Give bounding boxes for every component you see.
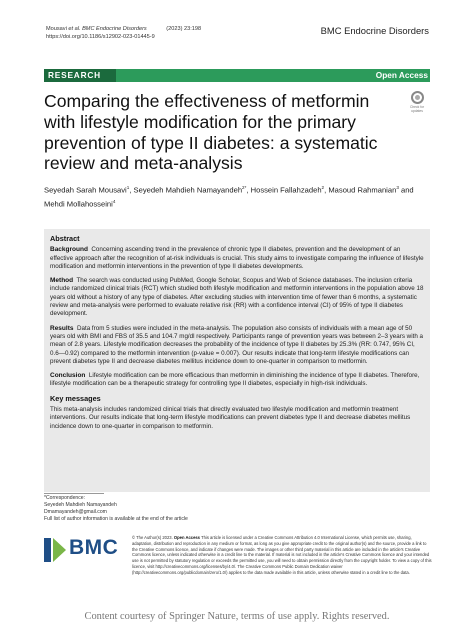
license-lead: © The Author(s) 2023. bbox=[132, 535, 173, 540]
author-name[interactable]: Seyedah Sarah Mousavi bbox=[44, 185, 127, 195]
section-text: Data from 5 studies were included in the meta-analysis. The population also consists of individuals with a mean age of 50 years old with BMI and FBS of 35.5 and 104.7 mg/dl respectively. Participants range of prevention years was between 2–3 years with a mean of 2.8 years. Lifestyle modification decreases the probability of the incidence of type II diabetes by 25.3% (RR: 0.747, 95% CI, 0.6—0.92) compared to the metformin intervention (p-value = 0.007). Our results indicate that long-term lifestyle modifications can prevent diabetes type II and decrease diabetes mellitus incidence down to one-quarter in comparison to metformin. bbox=[50, 324, 424, 365]
bmc-logo-arrow bbox=[53, 538, 66, 562]
section-text: The search was conducted using PubMed, Google Scholar, Scopus and Web of Science databases. The inclusion criteria include randomized clinical trials (RCT) which studied both lifestyle modification and metformin interventions in the population above 18 years old without a history of any type of diabetes. After excluding studies with intervention time of fewer than 6 months, a systematic review and meta-analysis were performed to evaluate relative risk (RR) with a confidence interval (CI) of 95% of type II diabetes development. bbox=[50, 277, 424, 318]
check-for-updates-badge[interactable] bbox=[405, 91, 429, 113]
doi-link[interactable]: https://doi.org/10.1186/s12902-023-01445-9 bbox=[46, 33, 155, 40]
license-body: This article is licensed under a Creative Commons Attribution 4.0 International License, which permits use, sharing, adaptation, distribution and reproduction in any medium or format, as long as you give appropriate credit to the original author(s) and the source, provide a link to the Creative Commons licence, and indicate if changes were made. The images or other third party material in this article are included in the article's Creative Commons licence, unless indicated otherwise in a credit line to the material. If material is not included in the article's Creative Commons licence and your intended use is not permitted by statutory regulation or exceeds the permitted use, you will need to obtain permission directly from the copyright holder. To view a copy of this licence, visit http://creativecommons.org/licenses/by/4.0/. The Creative Commons Public Domain Dedication waiver (http://creativecommons.org/publicdomain/zero/1.0/) applies to the data made available in this article, unless otherwise stated in a credit line to the data. bbox=[132, 535, 432, 575]
author-name[interactable]: Seyedeh Mahdieh Namayandeh bbox=[133, 185, 243, 195]
author-affil: 3 bbox=[396, 185, 399, 190]
author-affil: 4 bbox=[112, 198, 116, 204]
citation-journal: et al. BMC Endocrine Disorders bbox=[68, 26, 147, 32]
section-text: Concerning ascending trend in the prevalence of chronic type II diabetes, prevention and the development of an effective approach after the recognition of at-risk individuals is crucial. This study aims to investigate comparing the influence of lifestyle modification and metformin interventions in the prevention of type II diabetes developments. bbox=[50, 246, 424, 270]
author-name[interactable]: Masoud Rahmanian bbox=[328, 185, 397, 195]
bmc-logo-bar bbox=[44, 538, 51, 562]
footer-notice: Content courtesy of Springer Nature, terms of use apply. Rights reserved. bbox=[84, 611, 390, 622]
section-text: Lifestyle modification can be more efficacious than metformin in diminishing the incidence of type II diabetes. Therefore, lifestyle modification can be a therapeutic strategy for controlling type II diabetes, especially in high-risk individuals. bbox=[50, 372, 420, 388]
correspondence-block bbox=[44, 495, 188, 523]
article-title: Comparing the effectiveness of metformin with lifestyle modification for the primary prevention of type II diabetes: a systematic review and meta-analysis bbox=[44, 91, 378, 174]
abstract-heading: Abstract bbox=[50, 234, 80, 243]
correspondence-email[interactable]: Dmamayandeh@gmail.com bbox=[44, 508, 107, 515]
abstract-conclusion bbox=[50, 372, 424, 389]
license-text bbox=[132, 535, 432, 576]
check-updates-text: Check for updates bbox=[409, 105, 425, 113]
abstract-box bbox=[44, 229, 430, 492]
author-conjunction: and bbox=[398, 185, 414, 195]
bmc-logo-text: BMC bbox=[69, 536, 119, 559]
author-name[interactable]: Mehdi Mollahosseini bbox=[44, 199, 113, 209]
article-type-label: RESEARCH bbox=[44, 69, 116, 82]
correspondence-note: Full list of author information is available at the end of the article bbox=[44, 515, 188, 522]
correspondence-divider bbox=[44, 493, 104, 494]
open-access-label: Open Access bbox=[375, 70, 428, 80]
section-label: Background bbox=[50, 246, 88, 254]
check-updates-icon bbox=[411, 91, 424, 104]
author-name[interactable]: Hossein Fallahzadeh bbox=[250, 185, 322, 195]
correspondence-label: *Correspondence: bbox=[44, 495, 86, 501]
journal-name: BMC Endocrine Disorders bbox=[320, 25, 429, 36]
abstract-results bbox=[50, 325, 424, 366]
citation-year: (2023) 23:198 bbox=[166, 26, 202, 32]
citation-line bbox=[46, 26, 201, 34]
key-messages-heading: Key messages bbox=[50, 393, 101, 403]
running-header bbox=[46, 26, 201, 41]
abstract-background bbox=[50, 246, 424, 271]
abstract-method bbox=[50, 277, 424, 318]
author-affil: 2* bbox=[242, 185, 247, 190]
bmc-logo-icon bbox=[44, 536, 68, 564]
license-open-access: Open Access bbox=[173, 535, 200, 540]
citation-authors: Mousavi bbox=[46, 26, 69, 32]
key-messages-text: This meta-analysis includes randomized clinical trials that directly evaluated two lifestyle modification and metformin treatment interventions. Our results indicate that long-term lifestyle modifications can prevent diabetes type II and decrease diabetes mellitus incidence down to one-quarter in comparison to metformin. bbox=[50, 406, 411, 430]
author-list: Seyedah Sarah Mousavi$^1$, Seyedeh Mahdieh Namayandeh$^{2*}$, Hossein Fallahzadeh$^2$, Masoud Rahmanian$^3$ and Mehdi Mollahosseini$^4$ bbox=[44, 185, 414, 209]
correspondence-name: Seyedeh Mahdieh Namayandeh bbox=[44, 501, 117, 508]
section-label: Results bbox=[50, 324, 74, 332]
section-label: Method bbox=[50, 277, 74, 285]
author-affil: 1 bbox=[126, 185, 130, 190]
section-label: Conclusion bbox=[50, 372, 86, 380]
author-affil: 2 bbox=[321, 185, 325, 190]
